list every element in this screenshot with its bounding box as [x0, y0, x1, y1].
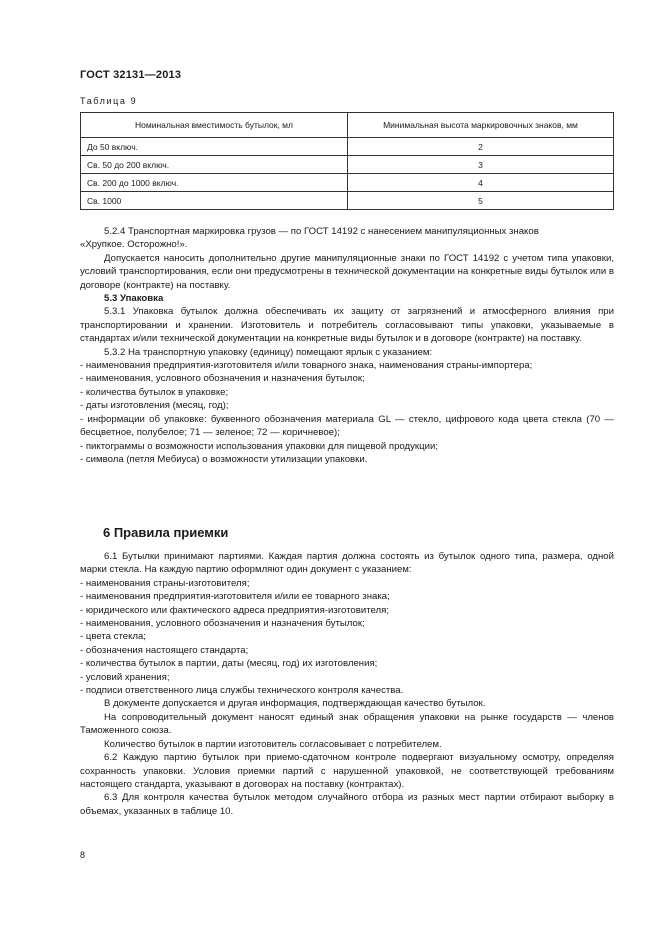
subsection-heading-5-3: 5.3 Упаковка: [104, 293, 164, 305]
label-contents-list: [80, 359, 614, 466]
list-item: - юридического или фактического адреса предприятия-изготовителя;: [80, 604, 389, 616]
list-item: - подписи ответственного лица службы технического контроля качества.: [80, 685, 404, 697]
list-item: - наименования предприятия-изготовителя и/или товарного знака, наименования страны-импортера;: [80, 360, 533, 372]
table-cell-height: 5: [348, 192, 614, 210]
list-item: - даты изготовления (месяц, год);: [80, 400, 229, 412]
paragraph-5-2-4-text: 5.2.4 Транспортная маркировка грузов — по ГОСТ 14192 с нанесением манипуляционных знаков: [104, 226, 539, 237]
paragraph-additional-signs: Допускается наносить дополнительно другие манипуляционные знаки по ГОСТ 14192 с учетом типа упаковки, условий транспортирования, если они предусмотрены в технической документации на конкретные виды бутылок или в договоре (контракте) на поставку.: [80, 252, 614, 291]
table-row: [81, 156, 614, 174]
paragraph-5-3-1: 5.3.1 Упаковка бутылок должна обеспечивать их защиту от загрязнений и атмосферного влияния при транспортировании и хранении. Изготовитель и потребитель согласовывают типы упаковки, указываемые в стандартах и/или технической документации на конкретные виды бутылок и в договоре (контракте) на поставку.: [80, 306, 614, 345]
document-contents-list: [80, 577, 614, 698]
table-row: [81, 174, 614, 192]
paragraph-6-1: 6.1 Бутылки принимают партиями. Каждая партия должна состоять из бутылок одного типа, размера, одной марки стекла. На каждую партию оформляют один документ с указанием:: [80, 551, 614, 576]
list-item: - количества бутылок в партии, даты (месяц, год) их изготовления;: [80, 658, 378, 670]
section-6-body: [80, 550, 614, 818]
marking-height-table: [80, 112, 614, 210]
list-item: - цвета стекла;: [80, 631, 146, 643]
list-item: - обозначения настоящего стандарта;: [80, 644, 249, 656]
list-item: - наименования предприятия-изготовителя и/или ее товарного знака;: [80, 591, 390, 603]
list-item: - условий хранения;: [80, 671, 170, 683]
section-5-body: [80, 225, 614, 466]
list-item: - количества бутылок в упаковке;: [80, 386, 229, 398]
table-header-capacity: Номинальная вместимость бутылок, мл: [81, 113, 348, 138]
table-cell-height: 4: [348, 174, 614, 192]
page-number: 8: [80, 850, 86, 860]
table-row: [81, 192, 614, 210]
paragraph-5-2-4-text-cont: «Хрупкое. Осторожно!».: [80, 239, 188, 251]
standard-designation: ГОСТ 32131—2013: [80, 69, 182, 81]
paragraph-5-2-4: [80, 225, 614, 252]
paragraph-other-info: В документе допускается и другая информация, подтверждающая качество бутылок.: [104, 698, 486, 710]
table-row: [81, 138, 614, 156]
table-caption: Таблица 9: [80, 96, 138, 106]
paragraph-5-3-2: 5.3.2 На транспортную упаковку (единицу) помещают ярлык с указанием:: [104, 346, 433, 358]
list-item: - наименования, условного обозначения и назначения бутылок;: [80, 373, 365, 385]
table-header-height: Минимальная высота маркировочных знаков, мм: [348, 113, 614, 138]
paragraph-accompanying-doc: На сопроводительный документ наносят единый знак обращения упаковки на рынке государств — членов Таможенного союза.: [80, 711, 614, 737]
paragraph-6-2: 6.2 Каждую партию бутылок при приемо-сдаточном контроле подвергают визуальному осмотру, определяя сохранность упаковки. Условия приемки партий с нарушенной упаковкой, не соответствующей требованиям настоящего стандарта, указывают в договорах на поставку (контрактах).: [80, 752, 614, 790]
list-item: - информации об упаковке: буквенного обозначения материала GL — стекло, цифрового кода цвета стекла (70 — бесцветное, полубелое; 71 — зеленое; 72 — коричневое);: [80, 413, 614, 439]
table-header-row: [81, 113, 614, 138]
table-cell-capacity: До 50 включ.: [81, 138, 348, 156]
list-item: - наименования страны-изготовителя;: [80, 577, 250, 589]
list-item: - наименования, условного обозначения и назначения бутылок;: [80, 618, 365, 630]
paragraph-6-3: 6.3 Для контроля качества бутылок методом случайного отбора из разных мест партии отбирают выборку в объемах, указанных в таблице 10.: [80, 792, 614, 817]
list-item: - символа (петля Мебиуса) о возможности утилизации упаковки.: [80, 453, 368, 465]
section-heading-6: 6 Правила приемки: [103, 525, 229, 540]
table-cell-capacity: Св. 1000: [81, 192, 348, 210]
table-cell-capacity: Св. 50 до 200 включ.: [81, 156, 348, 174]
table-cell-capacity: Св. 200 до 1000 включ.: [81, 174, 348, 192]
list-item: - пиктограммы о возможности использования упаковки для пищевой продукции;: [80, 440, 439, 452]
table-cell-height: 2: [348, 138, 614, 156]
paragraph-quantity: Количество бутылок в партии изготовитель согласовывает с потребителем.: [104, 738, 442, 750]
table-cell-height: 3: [348, 156, 614, 174]
